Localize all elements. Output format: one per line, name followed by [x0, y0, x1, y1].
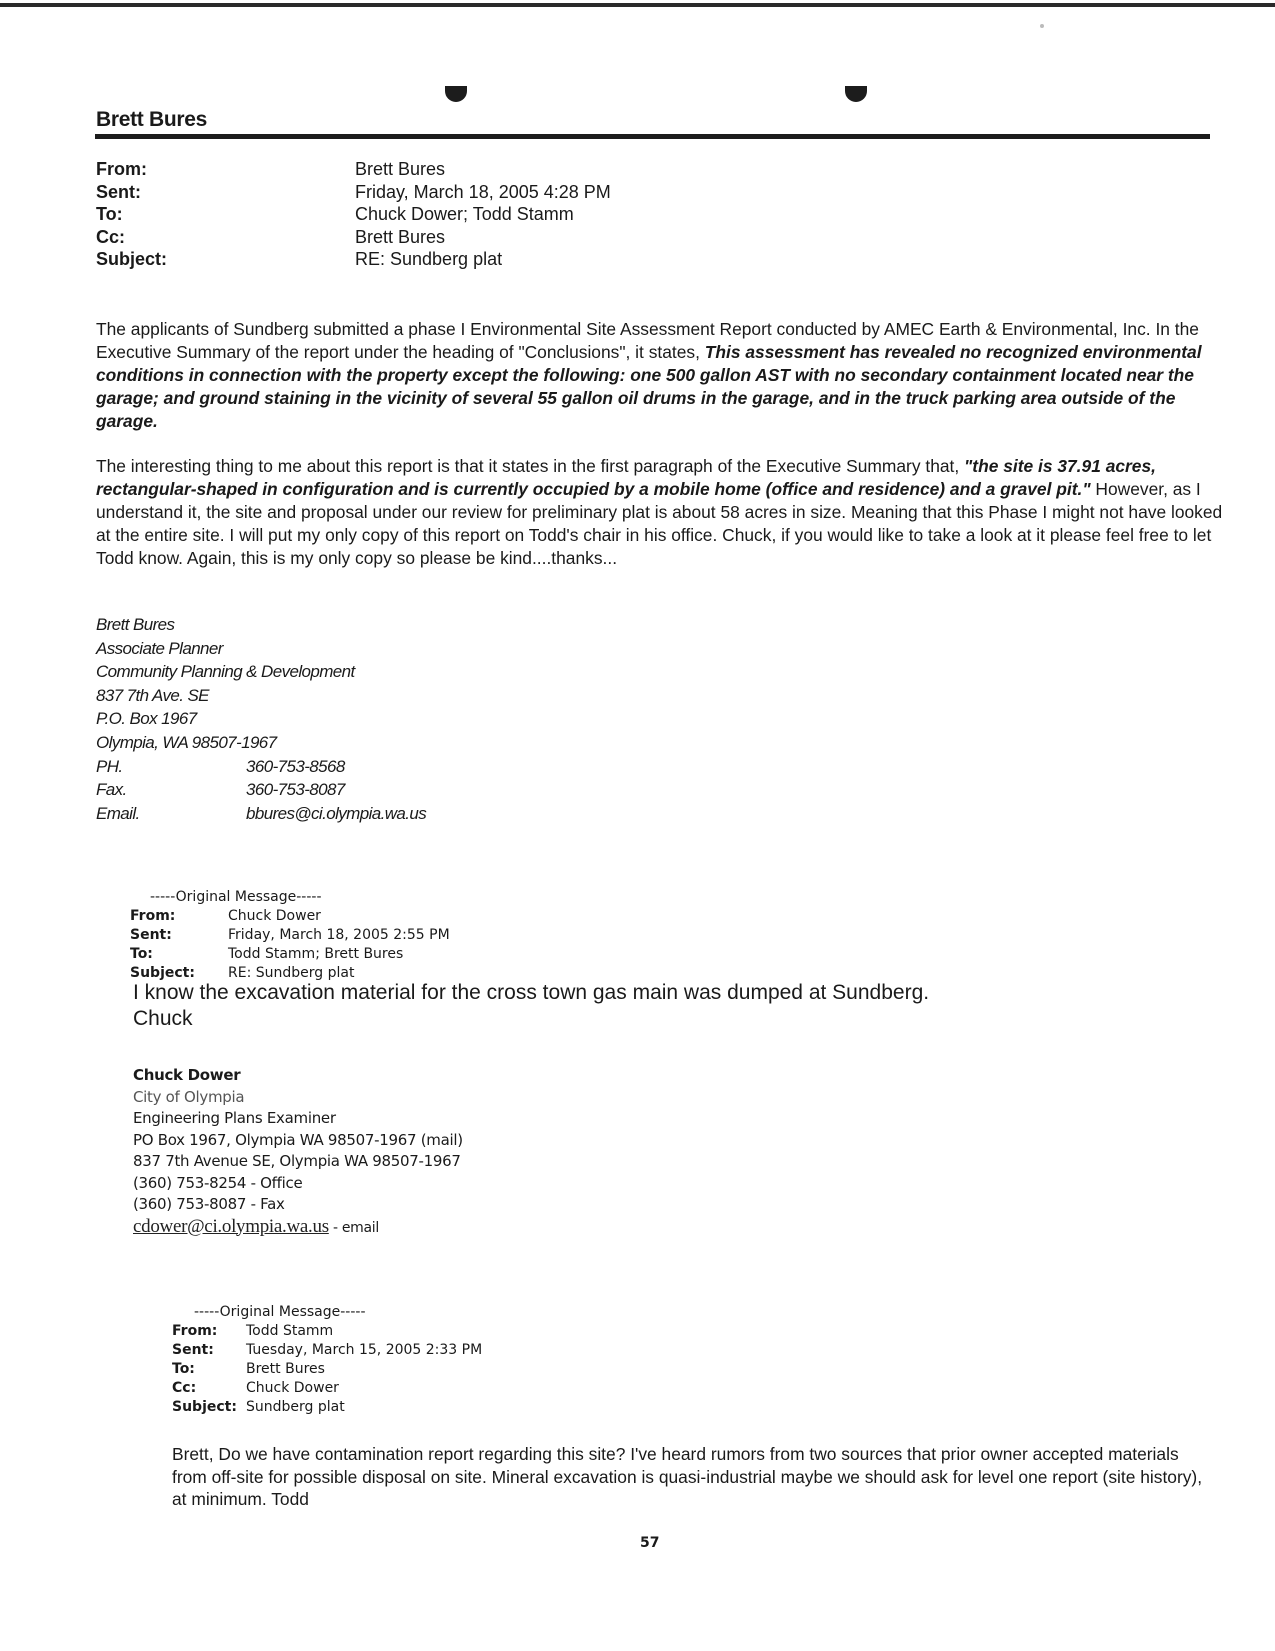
sig-email-row: [96, 802, 426, 826]
punch-hole-mark: [845, 86, 867, 102]
scan-top-edge: [0, 3, 1275, 7]
chuck-sig-fax: (360) 753-8087 - Fax: [133, 1195, 285, 1213]
cc-value: Brett Bures: [355, 226, 446, 247]
chuck-sig-email-suffix: - email: [328, 1219, 379, 1236]
om2-from-row: [172, 1322, 482, 1341]
chuck-sig-email-row: [133, 1216, 463, 1240]
chuck-sig-org: City of Olympia: [133, 1087, 245, 1106]
om1-from-label: From:: [130, 908, 176, 924]
om1-to-row: [130, 945, 450, 964]
original-message-1-body: [133, 980, 929, 1032]
om2-from-value: Todd Stamm: [246, 1323, 334, 1339]
om2-cc-value: Chuck Dower: [246, 1380, 339, 1396]
sig-fax-row: [96, 778, 426, 802]
om2-from-label: From:: [172, 1323, 218, 1339]
om1-subject-label: Subject:: [130, 965, 195, 981]
om2-to-row: [172, 1360, 482, 1379]
om1-to-value: Todd Stamm; Brett Bures: [228, 946, 404, 962]
to-value: Chuck Dower; Todd Stamm: [355, 204, 574, 225]
om2-to-label: To:: [172, 1361, 195, 1377]
original-message-separator: -----Original Message-----: [194, 1304, 366, 1320]
from-label: From:: [96, 159, 147, 179]
subject-label: Subject:: [96, 249, 168, 270]
sig-phone-row: [96, 755, 426, 779]
sig-fax-label: Fax.: [96, 780, 127, 800]
to-label: To:: [96, 204, 123, 225]
om1-subject-value: RE: Sundberg plat: [228, 965, 355, 981]
om2-sent-label: Sent:: [172, 1342, 214, 1358]
paragraph-1-text: The applicants of Sundberg submitted a phase I Environmental Site Assessment Report conducted by AMEC Earth & Environmental, Inc. In the Executive Summary of the report under the heading of "Conclusions", it states,: [96, 319, 1199, 362]
sig-title: Associate Planner: [96, 638, 223, 658]
signature-brett: [96, 613, 426, 825]
header-subject-row: [96, 248, 611, 271]
chuck-sig-office-phone: (360) 753-8254 - Office: [133, 1173, 303, 1192]
om2-subject-label: Subject:: [172, 1399, 237, 1415]
sig-email-label: Email.: [96, 803, 140, 823]
om1-from-row: [130, 907, 450, 926]
sig-email-link[interactable]: bbures@ci.olympia.wa.us: [246, 803, 427, 823]
sent-label: Sent:: [96, 181, 141, 202]
om2-sent-value: Tuesday, March 15, 2005 2:33 PM: [246, 1342, 483, 1358]
om2-subject-value: Sundberg plat: [246, 1399, 345, 1415]
sig-phone: 360-753-8568: [246, 756, 345, 776]
original-message-2-body: Brett, Do we have contamination report regarding this site? I've heard rumors from two sources that prior owner accepted materials from off-site for possible disposal on site. Mineral excavation is quasi-industrial maybe we should ask for level one report (site history), at minimum. Todd: [172, 1444, 1203, 1510]
scan-speck: [1040, 24, 1044, 28]
header-to-row: [96, 203, 611, 226]
original-message-2-header: [172, 1303, 482, 1417]
sig-address-3: Olympia, WA 98507-1967: [96, 732, 277, 752]
paragraph-2-text-a: The interesting thing to me about this report is that it states in the first paragraph of the Executive Summary that,: [96, 456, 965, 476]
om1-from-value: Chuck Dower: [228, 908, 321, 924]
signature-chuck: [133, 1065, 463, 1239]
chuck-sig-email-link[interactable]: cdower@ci.olympia.wa.us: [133, 1215, 329, 1237]
subject-value: RE: Sundberg plat: [355, 249, 503, 270]
original-message-1-header: [130, 888, 450, 983]
chuck-sig-street-address: 837 7th Avenue SE, Olympia WA 98507-1967: [133, 1152, 461, 1170]
paragraph-1-quote: This assessment has revealed no recognized environmental conditions in connection with the property except the following: one 500 gallon AST with no secondary containment located near the garage; and ground staining in the vicinity of several 55 gallon oil drums in the garage, and in the truck parking area outside of the garage.: [96, 342, 1202, 431]
punch-hole-mark: [445, 86, 467, 102]
chuck-sig-mail-address: PO Box 1967, Olympia WA 98507-1967 (mail): [133, 1130, 463, 1149]
sig-address-1: 837 7th Ave. SE: [96, 685, 209, 705]
chuck-sig-title: Engineering Plans Examiner: [133, 1109, 336, 1127]
sig-phone-label: PH.: [96, 756, 123, 776]
original-message-separator: -----Original Message-----: [150, 889, 322, 905]
from-value: Brett Bures: [355, 159, 446, 179]
sig-fax: 360-753-8087: [246, 780, 345, 800]
om1-body-line-2: Chuck: [133, 1007, 193, 1030]
header-from-row: [96, 158, 611, 181]
om1-sent-value: Friday, March 18, 2005 2:55 PM: [228, 927, 450, 943]
om1-sent-label: Sent:: [130, 927, 172, 943]
chuck-sig-name: Chuck Dower: [133, 1066, 241, 1084]
header-cc-row: [96, 226, 611, 249]
header-sent-row: [96, 181, 611, 204]
om2-sent-row: [172, 1341, 482, 1360]
paragraph-2-text-b: However, as I understand it, the site and proposal under our review for preliminary plat is about 58 acres in size. Meaning that this Phase I might not have looked at the entire site. I will put my only copy of this report on Todd's chair in his office. Chuck, if you would like to take a look at it please feel free to let Todd know. Again, this is my only copy so please be kind....thanks...: [96, 479, 1223, 568]
om2-subject-row: [172, 1398, 482, 1417]
paragraph-2-quote: "the site is 37.91 acres, rectangular-shaped in configuration and is currently occupied by a mobile home (office and residence) and a gravel pit.": [96, 456, 1156, 499]
sig-name: Brett Bures: [96, 615, 175, 634]
sig-address-2: P.O. Box 1967: [96, 709, 197, 729]
email-header: [96, 158, 611, 271]
sig-department: Community Planning & Development: [96, 662, 355, 682]
body-paragraph-1: [96, 318, 1226, 433]
page-number: 57: [640, 1535, 660, 1551]
om1-sent-row: [130, 926, 450, 945]
om2-cc-label: Cc:: [172, 1380, 197, 1396]
om2-cc-row: [172, 1379, 482, 1398]
header-rule: [95, 134, 1210, 139]
sent-value: Friday, March 18, 2005 4:28 PM: [355, 181, 611, 202]
om1-body-line-1: I know the excavation material for the cross town gas main was dumped at Sundberg.: [133, 981, 930, 1004]
body-paragraph-2: [96, 455, 1226, 570]
document-header-name: Brett Bures: [96, 108, 208, 131]
cc-label: Cc:: [96, 226, 126, 247]
om1-to-label: To:: [130, 946, 153, 962]
om2-to-value: Brett Bures: [246, 1361, 325, 1377]
